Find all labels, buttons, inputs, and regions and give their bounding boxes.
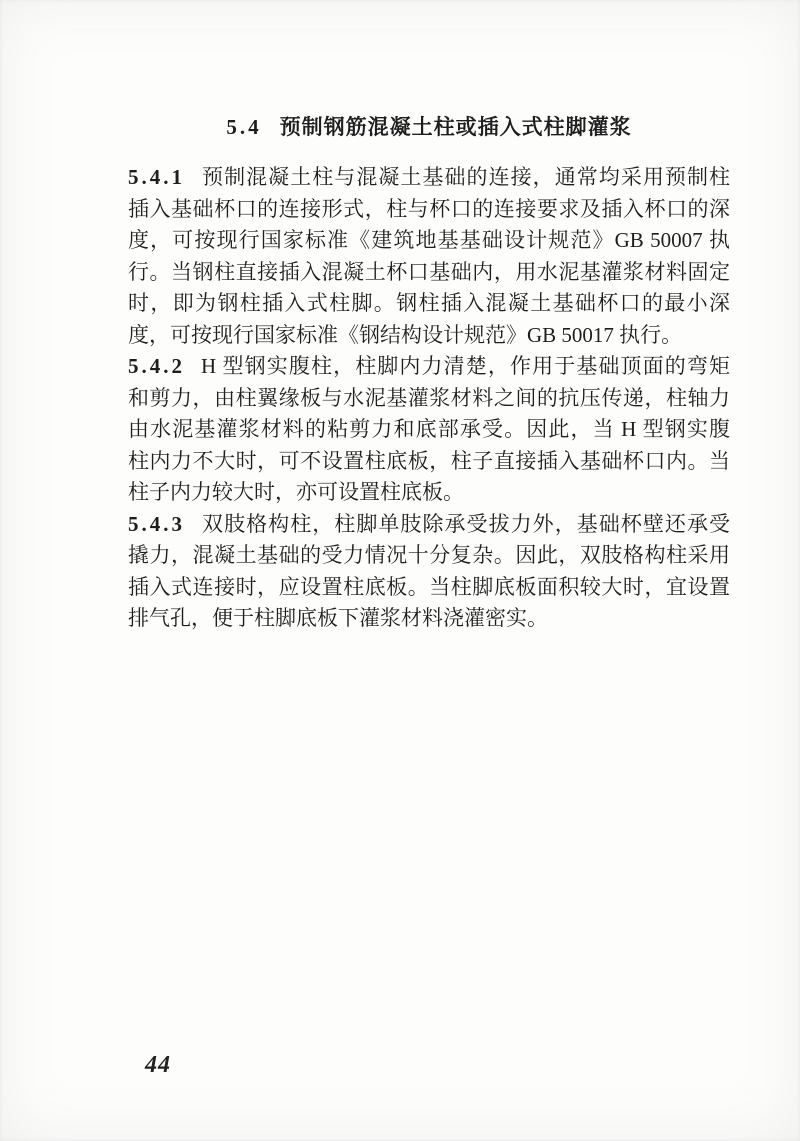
text-line: 排气孔，便于柱脚底板下灌浆材料浇灌密实。 — [128, 606, 548, 630]
text-line — [128, 351, 730, 383]
section-heading — [128, 112, 730, 142]
text-line: 插入式连接时，应设置柱底板。当柱脚底板面积较大时，宜设置 — [128, 574, 730, 599]
text-line: 柱子内力较大时，亦可设置柱底板。 — [128, 480, 464, 504]
section-first-line-text: 预制混凝土柱与混凝土基础的连接，通常均采用预制柱 — [201, 165, 730, 189]
text-line — [128, 162, 730, 194]
body-sections — [128, 162, 730, 635]
text-line: 时，即为钢柱插入式柱脚。钢柱插入混凝土基础杯口的最小深 — [128, 291, 730, 315]
section-heading-number: 5.4 — [226, 115, 262, 139]
section-first-line-text: 双肢格构柱，柱脚单肢除承受拔力外，基础杯壁还承受 — [201, 511, 730, 536]
section-first-line-text: H 型钢实腹柱，柱脚内力清楚，作用于基础顶面的弯矩 — [201, 354, 730, 378]
section-heading-text: 预制钢筋混凝土柱或插入式柱脚灌浆 — [279, 115, 632, 139]
text-line: 插入基础杯口的连接形式，柱与杯口的连接要求及插入杯口的深 — [128, 196, 730, 221]
section-number: 5.4.3 — [128, 511, 185, 536]
text-column — [128, 0, 730, 635]
page-number: 44 — [145, 1052, 171, 1078]
text-line: 度，可按现行国家标准《钢结构设计规范》GB 50017 执行。 — [128, 322, 683, 347]
text-line: 行。当钢柱直接插入混凝土杯口基础内，用水泥基灌浆材料固定 — [128, 259, 730, 284]
text-line: 度，可按现行国家标准《建筑地基基础设计规范》GB 50007 执 — [128, 228, 730, 252]
text-line — [128, 509, 730, 541]
text-line: 由水泥基灌浆材料的粘剪力和底部承受。因此，当 H 型钢实腹 — [128, 417, 730, 441]
text-line: 撬力，混凝土基础的受力情况十分复杂。因此，双肢格构柱采用 — [128, 543, 730, 567]
text-line: 柱内力不大时，可不设置柱底板，柱子直接插入基础杯口内。当 — [128, 448, 730, 473]
section-number: 5.4.1 — [128, 165, 185, 189]
section-number: 5.4.2 — [128, 354, 185, 378]
text-line: 和剪力，由柱翼缘板与水泥基灌浆材料之间的抗压传递，柱轴力 — [128, 385, 730, 410]
